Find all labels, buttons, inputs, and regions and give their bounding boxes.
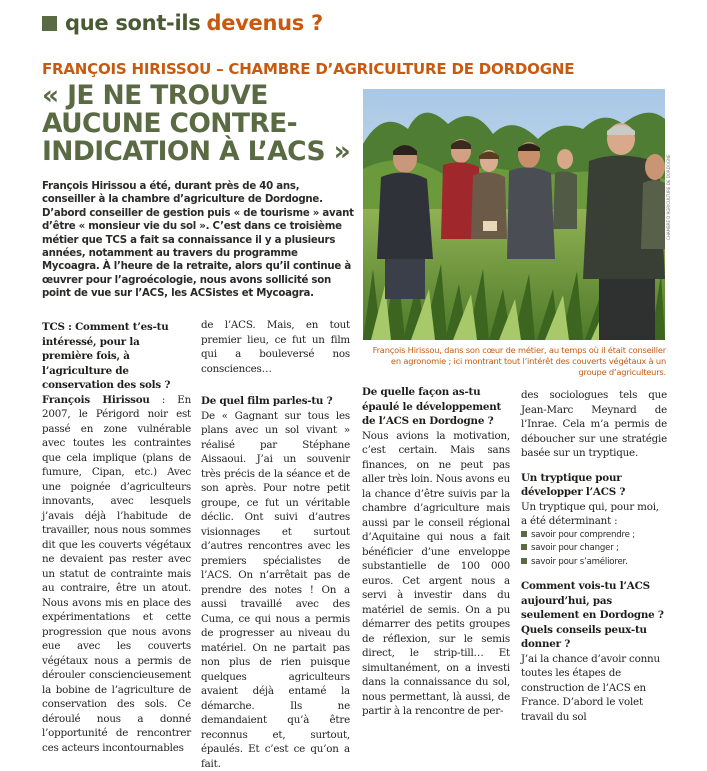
question-3: De quelle façon as-tu épaulé le développement de l’ACS en Dordogne ? xyxy=(362,385,510,429)
answer-1-continued: de l’ACS. Mais, en tout premier lieu, ce fut un film qui a bouleversé nos consciences… xyxy=(201,318,350,376)
answer-4: Un tryptique qui, pour moi, a été déterminant : xyxy=(521,500,667,529)
answer-1 xyxy=(42,393,191,756)
article-column-4 xyxy=(521,388,667,724)
article-headline xyxy=(42,82,352,166)
list-item: savoir pour comprendre ; xyxy=(521,529,667,543)
rubric-label: que sont-ils xyxy=(65,11,200,35)
bullet-icon xyxy=(521,558,527,564)
answer-3-continued: des sociologues tels que Jean-Marc Meynard de l’Inrae. Cela m’a permis de déboucher sur une stratégie basée sur un tryptique. xyxy=(521,388,667,461)
speaker-name: François Hirissou xyxy=(42,394,150,406)
question-4: Un tryptique pour développer l’ACS ? xyxy=(521,471,667,500)
article-column-3 xyxy=(362,385,510,719)
section-rubric xyxy=(42,8,323,38)
answer-2: De « Gagnant sur tous les plans avec un sol vivant » réalisé par Stéphane Aissaoui. J’ai un souvenir très précis de la séance et de son après. Pour notre petit groupe, ce fut un véritable déclic. Ont suivi d’autres visionnages et surtout d’autres rencontres avec les premiers spécialistes de l’ACS. On n’arrêtait pas de prendre des notes ! On a aussi travaillé avec des Cuma, ce qui nous a permis de progresser au niveau du matériel. On ne partait pas non plus de rien puisque quelques agriculteurs avaient déjà entamé la démarche. Ils ne demandaient qu’à être reconnus et, surtout, épaulés. Et c’est ce qu’on a fait. xyxy=(201,409,350,771)
list-item: savoir pour s’améliorer. xyxy=(521,556,667,570)
rubric-highlight: devenus ? xyxy=(206,11,322,35)
headline-line-2: AUCUNE CONTRE- xyxy=(42,110,352,138)
article-kicker: FRANÇOIS HIRISSOU – CHAMBRE D’AGRICULTURE DE DORDOGNE xyxy=(42,60,574,78)
photo-caption: François Hirissou, dans son cœur de métier, au temps où il était conseiller en agronomie ; ici montrant tout l’intérêt des couverts végétaux à un groupe d’agriculteurs. xyxy=(368,345,666,379)
article-column-1 xyxy=(42,320,191,755)
headline-line-1: « JE NE TROUVE xyxy=(42,82,352,110)
article-photo xyxy=(363,89,665,340)
answer-3: Nous avions la motivation, c’est certain. Mais sans finances, on ne peut pas aller très loin. Nous avons eu la chance d’être suivis par la chambre d’agriculture mais aussi par le conseil régional d’Aquitaine qui nous a fait bénéficier d’une enveloppe substantielle de 100 000 euros. Cet argent nous a servi à investir dans du matériel de semis. On a pu démarrer des petits groupes de réflexion, sur le semis direct, le strip-till… Et simultanément, on a investi dans la connaissance du sol, nous permettant, là aussi, de partir à la rencontre de per- xyxy=(362,429,510,719)
bullet-icon xyxy=(521,544,527,550)
headline-line-3: INDICATION À L’ACS » xyxy=(42,138,352,166)
question-5: Comment vois-tu l’ACS aujourd’hui, pas seulement en Dordogne ? Quels conseils peux-tu donner ? xyxy=(521,579,667,652)
bullet-icon xyxy=(521,531,527,537)
rubric-square-icon xyxy=(42,16,57,31)
list-item: savoir pour changer ; xyxy=(521,542,667,556)
article-intro: François Hirissou a été, durant près de 40 ans, conseiller à la chambre d’agriculture de Dordogne. D’abord conseiller de gestion puis « de tourisme » avant d’être « monsieur vie du sol ». C’est dans ce troisième métier que TCS a fait sa connaissance il y a plusieurs années, notamment au travers du programme Mycoagra. À l’heure de la retraite, alors qu’il continue à œuvrer pour l’agroécologie, nous avons sollicité son point de vue sur l’ACS, les ACSistes et Mycoagra. xyxy=(42,180,354,301)
question-2: De quel film parles-tu ? xyxy=(201,394,350,409)
photo-credit: CHAMBRE D’AGRICULTURE DE DORDOGNE xyxy=(666,155,671,240)
answer-5: J’ai la chance d’avoir connu toutes les étapes de construction de l’ACS en France. D’abord le volet travail du sol xyxy=(521,652,667,725)
question-1: TCS : Comment t’es-tu intéressé, pour la première fois, à l’agriculture de conservation des sols ? xyxy=(42,320,191,393)
answer-1-text: : En 2007, le Périgord noir est passé en zone vulnérable avec toutes les contraintes que cela implique (plans de fumure, Cipan, etc.) Avec une poignée d’agriculteurs innovants, avec lesquels j’avais déjà l’habitude de travailler, nous nous sommes dit que les couverts végétaux ne devaient pas rester avec un statut de contrainte mais au contraire, être un atout. Nous avons mis en place des expérimentations et cette progression que nous avons eue avec les couverts végétaux nous a permis de dérouler consciencieusement la bobine de l’agriculture de conservation des sols. Ce déroulé nous a donné l’opportunité de rencontrer ces acteurs incontournables xyxy=(42,394,191,754)
article-column-2 xyxy=(201,318,350,771)
